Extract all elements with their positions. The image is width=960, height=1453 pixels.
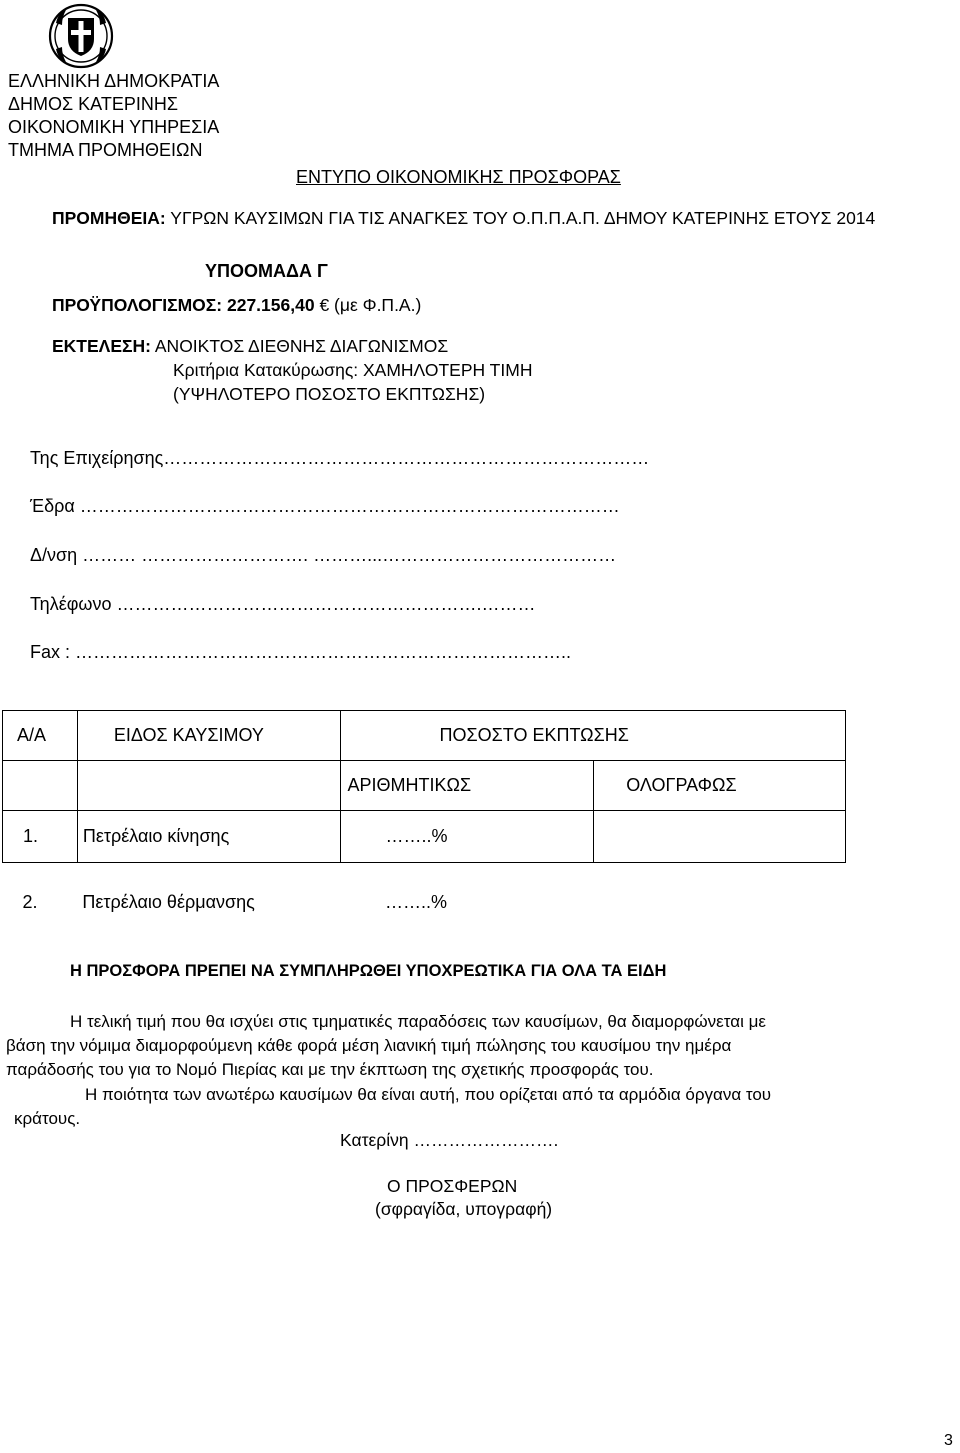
header-department: ΤΜΗΜΑ ΠΡΟΜΗΘΕΙΩΝ [8, 140, 203, 160]
page-number: 3 [944, 1432, 953, 1449]
signer-title: Ο ΠΡΟΣΦΕΡΩΝ [387, 1176, 518, 1196]
phone-field[interactable]: Τηλέφωνο …………………………………………………….……… [30, 594, 536, 614]
budget-text: € (με Φ.Π.Α.) [314, 295, 422, 315]
row-number: 1. [3, 811, 78, 863]
mandatory-notice: Η ΠΡΟΣΦΟΡΑ ΠΡΕΠΕΙ ΝΑ ΣΥΜΠΛΗΡΩΘΕΙ ΥΠΟΧΡΕΩΤΙΚΑ ΓΙΑ ΟΛΑ ΤΑ ΕΙΔΗ [70, 962, 667, 980]
address-field[interactable]: Δ/νση ……… ………………………. ………...………………………………… [30, 545, 617, 565]
table-subheader-row [3, 761, 846, 811]
company-field[interactable]: Της Επιχείρησης……………………………………………………………………… [30, 448, 650, 468]
header-numeric: ΑΡΙΘΜΗΤΙΚΩΣ [340, 761, 594, 811]
row-discount-numeric[interactable]: ……..% [340, 811, 594, 863]
row-discount-words[interactable] [594, 863, 846, 943]
fax-field[interactable]: Fax : ……………………………………………………………………….. [30, 642, 572, 662]
procurement-label: ΠΡΟΜΗΘΕΙΑ: [52, 208, 166, 228]
header-country: ΕΛΛΗΝΙΚΗ ΔΗΜΟΚΡΑΤΙΑ [8, 71, 220, 91]
header-fuel-type: ΕΙΔΟΣ ΚΑΥΣΙΜΟΥ [77, 711, 340, 761]
table-header-row [3, 711, 846, 761]
seat-field[interactable]: Έδρα ……………………………………………………………………………… [30, 496, 620, 516]
paragraph-price-line2: βάση την νόμιμα διαμορφούμενη κάθε φορά μέση λιανική τιμή πώλησης του καυσίμου την ημέρα [6, 1036, 732, 1055]
place-date[interactable]: Κατερίνη ……………………. [340, 1130, 559, 1150]
row-fuel: Πετρέλαιο κίνησης [77, 811, 340, 863]
offer-table [2, 710, 846, 943]
budget-label: ΠΡΟΫΠΟΛΟΓΙΣΜΟΣ: [52, 295, 223, 315]
subgroup: ΥΠΟΟΜΑΔΑ Γ [205, 261, 328, 281]
header-words: ΟΛΟΓΡΑΦΩΣ [594, 761, 846, 811]
paragraph-quality-line1: Η ποιότητα των ανωτέρω καυσίμων θα είναι αυτή, που ορίζεται από τα αρμόδια όργανα του [85, 1085, 772, 1104]
row-discount-numeric[interactable]: ……..% [385, 892, 448, 913]
header-service: ΟΙΚΟΝΟΜΙΚΗ ΥΠΗΡΕΣΙΑ [8, 117, 220, 137]
paragraph-quality-line2: κράτους. [14, 1109, 81, 1128]
award-criteria-note: (ΥΨΗΛΟΤΕΡΟ ΠΟΣΟΣΤΟ ΕΚΠΤΩΣΗΣ) [173, 384, 486, 404]
greek-coat-of-arms-icon [48, 3, 114, 69]
row-fuel: Πετρέλαιο θέρμανσης [82, 892, 255, 913]
paragraph-price-line3: παράδοσής του για το Νομό Πιερίας και με την έκπτωση της σχετικής προσφοράς του. [6, 1060, 654, 1079]
row-number: 2. [22, 892, 38, 913]
execution-text: ΑΝΟΙΚΤΟΣ ΔΙΕΘΝΗΣ ΔΙΑΓΩΝΙΣΜΟΣ [150, 336, 449, 356]
award-criteria: Κριτήρια Κατακύρωσης: ΧΑΜΗΛΟΤΕΡΗ ΤΙΜΗ [173, 360, 533, 380]
budget-amount: 227.156,40 [226, 295, 315, 315]
page-title: ΕΝΤΥΠΟ ΟΙΚΟΝΟΜΙΚΗΣ ΠΡΟΣΦΟΡΑΣ [296, 167, 621, 187]
budget-line [52, 295, 421, 316]
procurement-text: ΥΓΡΩΝ ΚΑΥΣΙΜΩΝ ΓΙΑ ΤΙΣ ΑΝΑΓΚΕΣ ΤΟΥ Ο.Π.Π.Α.Π. ΔΗΜΟΥ ΚΑΤΕΡΙΝΗΣ ΕΤΟΥΣ 2014 [165, 208, 876, 228]
execution-label: ΕΚΤΕΛΕΣΗ: [52, 336, 151, 356]
procurement-line [52, 208, 875, 229]
table-row [3, 863, 846, 943]
header-aa: Α/Α [3, 711, 78, 761]
execution-line [52, 336, 448, 357]
header-discount: ΠΟΣΟΣΤΟ ΕΚΠΤΩΣΗΣ [340, 711, 845, 761]
paragraph-price-line1: Η τελική τιμή που θα ισχύει στις τμηματικές παραδόσεις των καυσίμων, θα διαμορφώνεται με [70, 1012, 766, 1031]
row-discount-words[interactable] [594, 811, 846, 863]
header-municipality: ΔΗΜΟΣ ΚΑΤΕΡΙΝΗΣ [8, 94, 178, 114]
signer-note: (σφραγίδα, υπογραφή) [375, 1199, 553, 1219]
table-row [3, 811, 846, 863]
